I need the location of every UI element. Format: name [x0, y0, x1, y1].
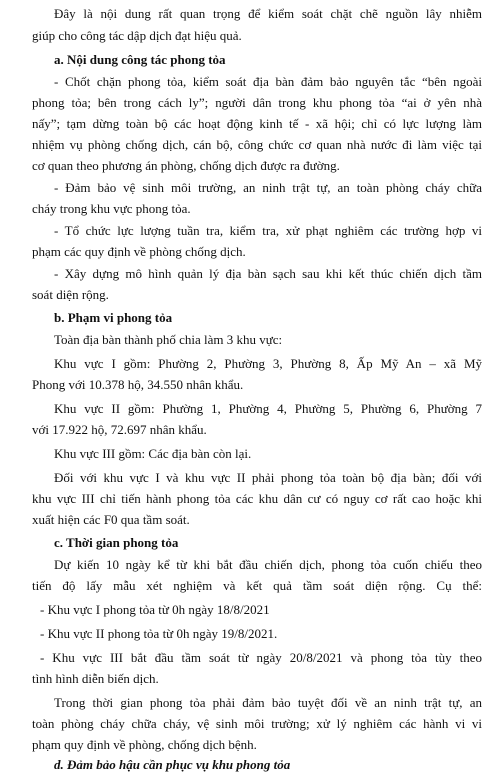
text-line-27: tiến độ lấy mẫu xét nghiệm và kết quả tầm soát diện rộng. Cụ thể:	[32, 578, 482, 593]
text-line-32: Trong thời gian phong tỏa phải đảm bảo tuyệt đối về an ninh trật tự, an	[54, 695, 482, 710]
text-line-23: khu vực III chỉ tiến hành phong tỏa các khu dân cư có nguy cơ rất cao hoặc khi	[32, 491, 482, 506]
text-line-16: Toàn địa bàn thành phố chia làm 3 khu vực:	[54, 332, 283, 347]
heading-d-hau-can: d. Đảm bảo hậu cần phục vụ khu phong tỏa	[54, 757, 291, 772]
text-line-10: cháy trong khu vực phong tỏa.	[32, 201, 191, 216]
text-line-34: phạm quy định về phòng, chống dịch bệnh.	[32, 737, 257, 752]
text-line-29: - Khu vực II phong tỏa từ 0h ngày 19/8/2021.	[40, 626, 278, 641]
text-line-22: Đối với khu vực I và khu vực II phải phong tỏa toàn bộ địa bàn; đối với	[54, 470, 482, 485]
text-line-21: Khu vực III gồm: Các địa bàn còn lại.	[54, 446, 252, 461]
text-line-17: Khu vực I gồm: Phường 2, Phường 3, Phường 8, Ấp Mỹ An – xã Mỹ	[54, 356, 482, 371]
text-line-8: cơ quan theo phương án phòng, chống dịch được ra đường.	[32, 158, 340, 173]
heading-c-thoi-gian: c. Thời gian phong tỏa	[54, 535, 179, 550]
text-line-5: phong tỏa; bên trong cách ly”; người dân trong khu phong tỏa “ai ở yên nhà	[32, 95, 482, 110]
text-line-4: - Chốt chặn phong tỏa, kiểm soát địa bàn đảm bảo nguyên tắc “bên ngoài	[54, 74, 482, 89]
text-line-28: - Khu vực I phong tỏa từ 0h ngày 18/8/2021	[40, 602, 270, 617]
text-line-33: toàn phòng cháy chữa cháy, vệ sinh môi trường; xử lý nghiêm các hành vi vi	[32, 716, 482, 731]
text-line-7: nhiệm vụ phòng chống dịch, cán bộ, công chức cơ quan nhà nước đi làm việc tại	[32, 137, 482, 152]
text-line-14: soát diện rộng.	[32, 287, 109, 302]
text-line-11: - Tổ chức lực lượng tuần tra, kiểm tra, xử phạt nghiêm các trường hợp vi	[54, 223, 482, 238]
heading-a-noi-dung: a. Nội dung công tác phong tỏa	[54, 52, 226, 67]
text-line-30: - Khu vực III bắt đầu tầm soát từ ngày 20/8/2021 và phong tỏa tùy theo	[40, 650, 482, 665]
text-line-1: Đây là nội dung rất quan trọng để kiểm soát chặt chẽ nguồn lây nhiễm	[54, 6, 482, 21]
text-line-9: - Đảm bảo vệ sinh môi trường, an ninh trật tự, an toàn phòng cháy chữa	[54, 180, 482, 195]
text-line-19: Khu vực II gồm: Phường 1, Phường 4, Phường 5, Phường 6, Phường 7	[54, 401, 482, 416]
text-line-2: giúp cho công tác dập dịch đạt hiệu quả.	[32, 28, 242, 43]
text-line-18: Phong với 10.378 hộ, 34.550 nhân khẩu.	[32, 377, 244, 392]
text-line-20: với 17.922 hộ, 72.697 nhân khẩu.	[32, 422, 207, 437]
text-line-26: Dự kiến 10 ngày kể từ khi bắt đầu chiến dịch, phong tỏa cuốn chiếu theo	[54, 557, 482, 572]
text-line-6: nấy”; tạm dừng toàn bộ các hoạt động kinh tế - xã hội; chỉ có lực lượng làm	[32, 116, 482, 131]
text-line-24: xuất hiện các F0 qua tầm soát.	[32, 512, 190, 527]
text-line-31: tình hình diễn biến dịch.	[32, 671, 159, 686]
text-line-13: - Xây dựng mô hình quản lý địa bàn sạch sau khi kết thúc chiến dịch tầm	[54, 266, 482, 281]
text-line-12: phạm các quy định về phòng chống dịch.	[32, 244, 246, 259]
heading-b-pham-vi: b. Phạm vi phong tỏa	[54, 310, 173, 325]
